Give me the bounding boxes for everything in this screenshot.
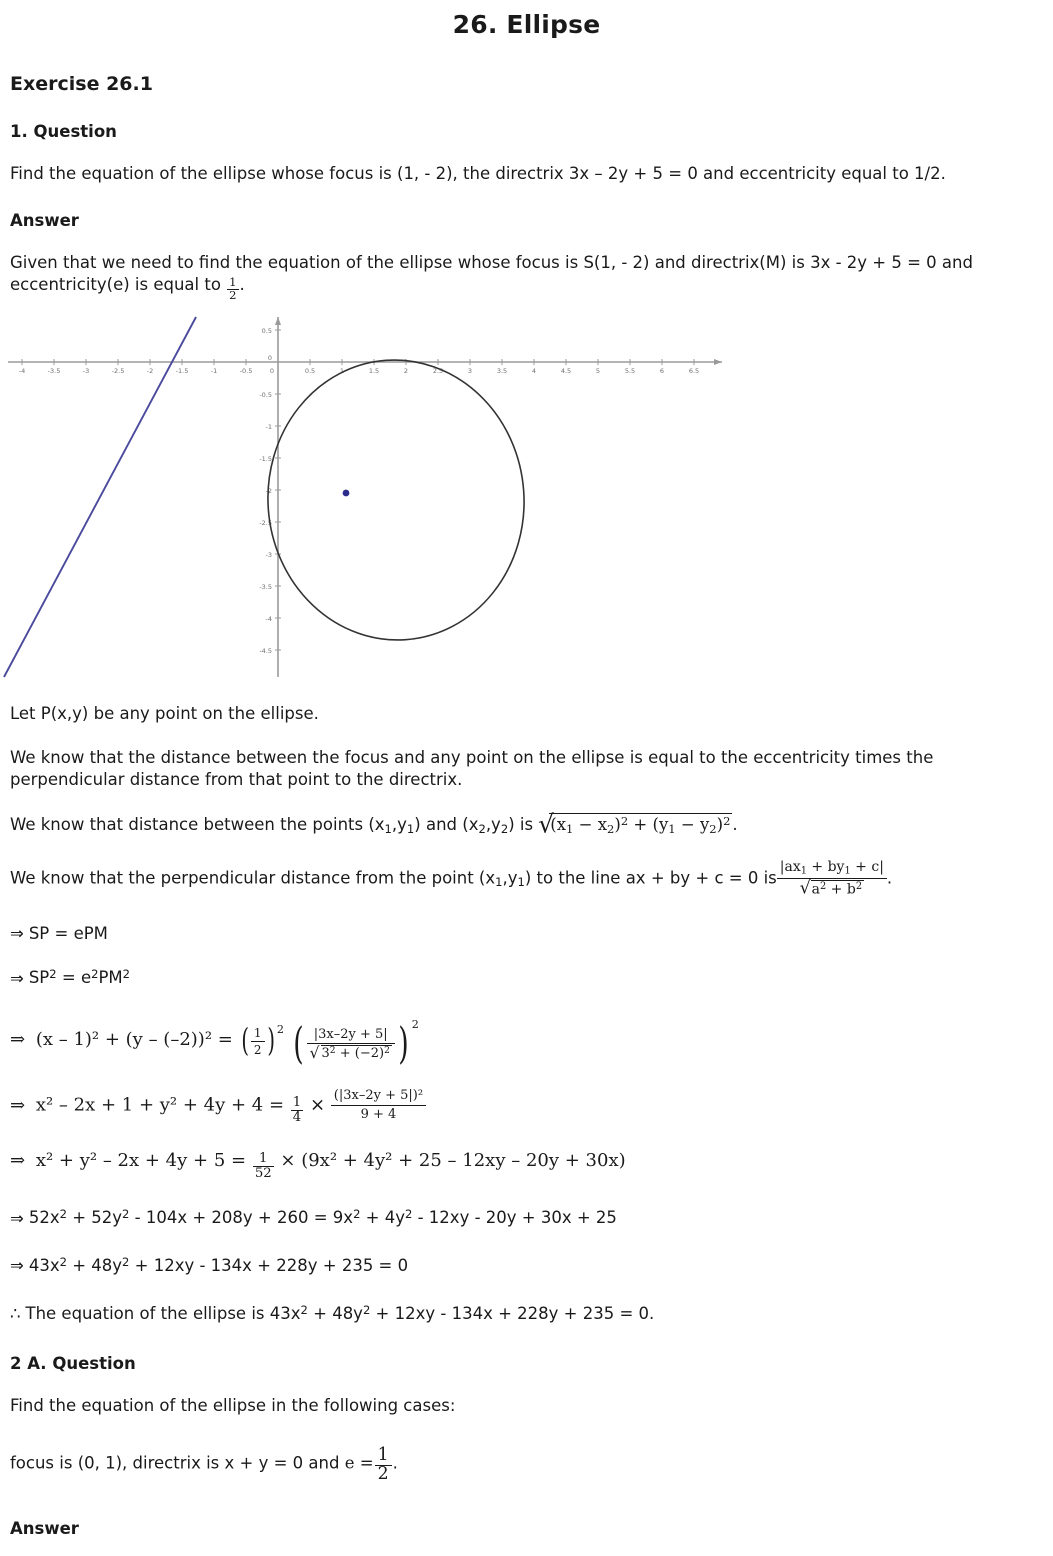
svg-text:-1.5: -1.5 [175, 367, 189, 376]
perpendicular-distance-statement: We know that the perpendicular distance from the point $(x_1,y_1)$ to the line ax + by + c = 0 is $|ax_1 + by_1 + c|$ √ $a^2 + b^2$ . [10, 858, 893, 899]
question-1-answer-heading: Answer [10, 210, 79, 230]
question-2a-case [10, 1447, 1043, 1483]
half-squared-group: ( $\frac{1}{2}$ ) $^2$ [240, 1022, 284, 1060]
svg-text:4: 4 [531, 367, 537, 376]
svg-text:-3.5: -3.5 [47, 367, 61, 376]
svg-text:2: 2 [403, 367, 409, 376]
svg-text:-3: -3 [82, 367, 90, 376]
svg-text:-1: -1 [210, 367, 218, 376]
svg-text:-2: -2 [146, 367, 154, 376]
implies-arrow-icon: ⇒ [10, 923, 24, 943]
svg-text:4.5: 4.5 [560, 367, 572, 376]
step-multiplied-out: ⇒ $52x^2 + 52y^2 - 104x + 208y + 260 = 9x^2 + 4y^2 - 12xy - 20y + 30x + 25$ [10, 1207, 617, 1228]
svg-text:-2.5: -2.5 [111, 367, 125, 376]
svg-text:-4: -4 [18, 367, 26, 376]
svg-text:5: 5 [595, 367, 601, 376]
implies-arrow-icon: ⇒ [10, 1029, 26, 1051]
case-period: . [392, 1453, 398, 1473]
svg-text:-4.5: -4.5 [259, 647, 272, 656]
svg-text:5.5: 5.5 [624, 367, 636, 376]
conclusion-statement: ∴ The equation of the ellipse is $43x^2 + 48y^2 + 12xy - 134x + 228y + 235 = 0$. [10, 1303, 655, 1324]
perpendicular-distance-formula: $|ax_1 + by_1 + c|$ √ $a^2 + b^2$ [777, 859, 887, 899]
implies-arrow-icon: ⇒ [10, 1208, 24, 1228]
svg-text:3: 3 [467, 367, 473, 376]
svg-text:0.5: 0.5 [261, 327, 272, 336]
svg-text:1.5: 1.5 [368, 367, 380, 376]
svg-text:2.5: 2.5 [432, 367, 444, 376]
question-1-text: Find the equation of the ellipse whose focus is (1, - 2), the directrix 3x – 2y + 5 = 0 and eccentricity equal to 1/2. [10, 164, 946, 183]
document-body [0, 73, 1053, 301]
svg-text:-2: -2 [265, 487, 272, 496]
therefore-symbol-icon: ∴ [10, 1304, 21, 1324]
exercise-heading: Exercise 26.1 [10, 73, 153, 95]
svg-text:1: 1 [339, 367, 345, 376]
one-fourth-fraction: $\frac{1}{4}$ [292, 1095, 302, 1125]
graph-svg [0, 309, 1053, 681]
derivation-body [0, 703, 1053, 1556]
question-1-given-statement [10, 252, 1043, 302]
eccentricity-fraction: $\frac{1}{2}$ [229, 274, 237, 302]
svg-text:6.5: 6.5 [688, 367, 700, 376]
svg-text:3.5: 3.5 [496, 367, 508, 376]
svg-text:-3.5: -3.5 [259, 583, 272, 592]
one-fiftysecond-fraction: $\frac{1}{52}$ [254, 1151, 272, 1181]
question-2a-text: Find the equation of the ellipse in the following cases: [10, 1396, 456, 1416]
svg-text:0.5: 0.5 [304, 367, 316, 376]
step5-left-side: x² – 2x + 1 + y² + 4y + 4 = [35, 1094, 285, 1116]
let-point-statement: Let P(x,y) be any point on the ellipse. [10, 704, 319, 724]
ellipse-graph-figure [0, 309, 1053, 681]
step4-left-side: (x – 1)² + (y – (–2))² = [35, 1029, 233, 1051]
given-period: . [239, 274, 245, 294]
step-simplified-equation [10, 1150, 1043, 1180]
case-e-symbol: e = [344, 1453, 374, 1473]
svg-text:-1.5: -1.5 [259, 455, 272, 464]
step-sp-equals-epm: ⇒ SP = ePM [10, 923, 108, 943]
svg-text:-0.5: -0.5 [259, 391, 272, 400]
svg-text:6: 6 [659, 367, 665, 376]
question-1-heading: 1. Question [10, 122, 117, 141]
graph-y-tick-labels [259, 327, 275, 656]
distance-formula-radical: √ $(x_1 - x_2)^2 + (y_1 - y_2)^2$ [538, 809, 731, 839]
svg-text:-1: -1 [265, 423, 272, 432]
implies-arrow-icon: ⇒ [10, 968, 24, 988]
step-sp-squared: ⇒ $SP^2 = e^2PM^2$ [10, 967, 130, 988]
step-squared-expansion [10, 1088, 1043, 1124]
times-symbol: × [309, 1094, 326, 1116]
step6-left-side: x² + y² – 2x + 4y + 5 = [35, 1150, 247, 1172]
step6-right-side: × (9x² + 4y² + 25 – 12xy – 20y + 30x) [280, 1150, 626, 1172]
question-2a-answer-heading: Answer [10, 1519, 79, 1539]
document-page [0, 6, 1053, 1556]
focus-point-marker [343, 490, 350, 497]
given-text: Given that we need to find the equation of the ellipse whose focus is S(1, - 2) and directrix(M) is 3x - 2y + 5 = 0 and eccentricity(e) is equal to [10, 252, 973, 294]
svg-text:-4: -4 [265, 615, 272, 624]
graph-x-tick-labels [19, 367, 699, 375]
distance-formula-statement: We know that distance between the points $(x_1,y_1)$ and $(x_2,y_2)$ is √ $(x_1 - x_2)^2 + (y_1 - y_2)^2$ . [10, 809, 738, 839]
implies-arrow-icon: ⇒ [10, 1150, 26, 1172]
svg-text:-0.5: -0.5 [239, 367, 253, 376]
question-2a-heading: 2 A. Question [10, 1354, 136, 1374]
case-eccentricity-fraction: $\frac{1}{2}$ [375, 1447, 392, 1483]
svg-text:0: 0 [267, 354, 272, 363]
svg-text:-2.5: -2.5 [259, 519, 272, 528]
implies-arrow-icon: ⇒ [10, 1256, 24, 1276]
directrix-distance-group: ( |3x–2y + 5| √ $3^2 + (-2)^2$ ) $^2$ [292, 1018, 419, 1070]
step5-right-fraction: $\frac{\text{(|3x–2y + 5|)²}}{9 + 4}$ [331, 1088, 426, 1123]
chapter-title: 26. Ellipse [452, 10, 601, 39]
eccentricity-rule-statement: We know that the distance between the focus and any point on the ellipse is equal to the eccentricity times the perpendicular distance from that point to the directrix. [10, 748, 934, 789]
ellipse-curve [259, 352, 537, 649]
directrix-line [4, 317, 196, 677]
svg-text:0: 0 [269, 367, 275, 376]
svg-text:-3: -3 [265, 551, 272, 560]
step-final-form: ⇒ $43x^2 + 48y^2 + 12xy - 134x + 228y + 235 = 0$ [10, 1255, 409, 1276]
implies-arrow-icon: ⇒ [10, 1094, 26, 1116]
case-text: focus is (0, 1), directrix is x + y = 0 and [10, 1453, 340, 1473]
step-expanded-equation [10, 1018, 1043, 1070]
